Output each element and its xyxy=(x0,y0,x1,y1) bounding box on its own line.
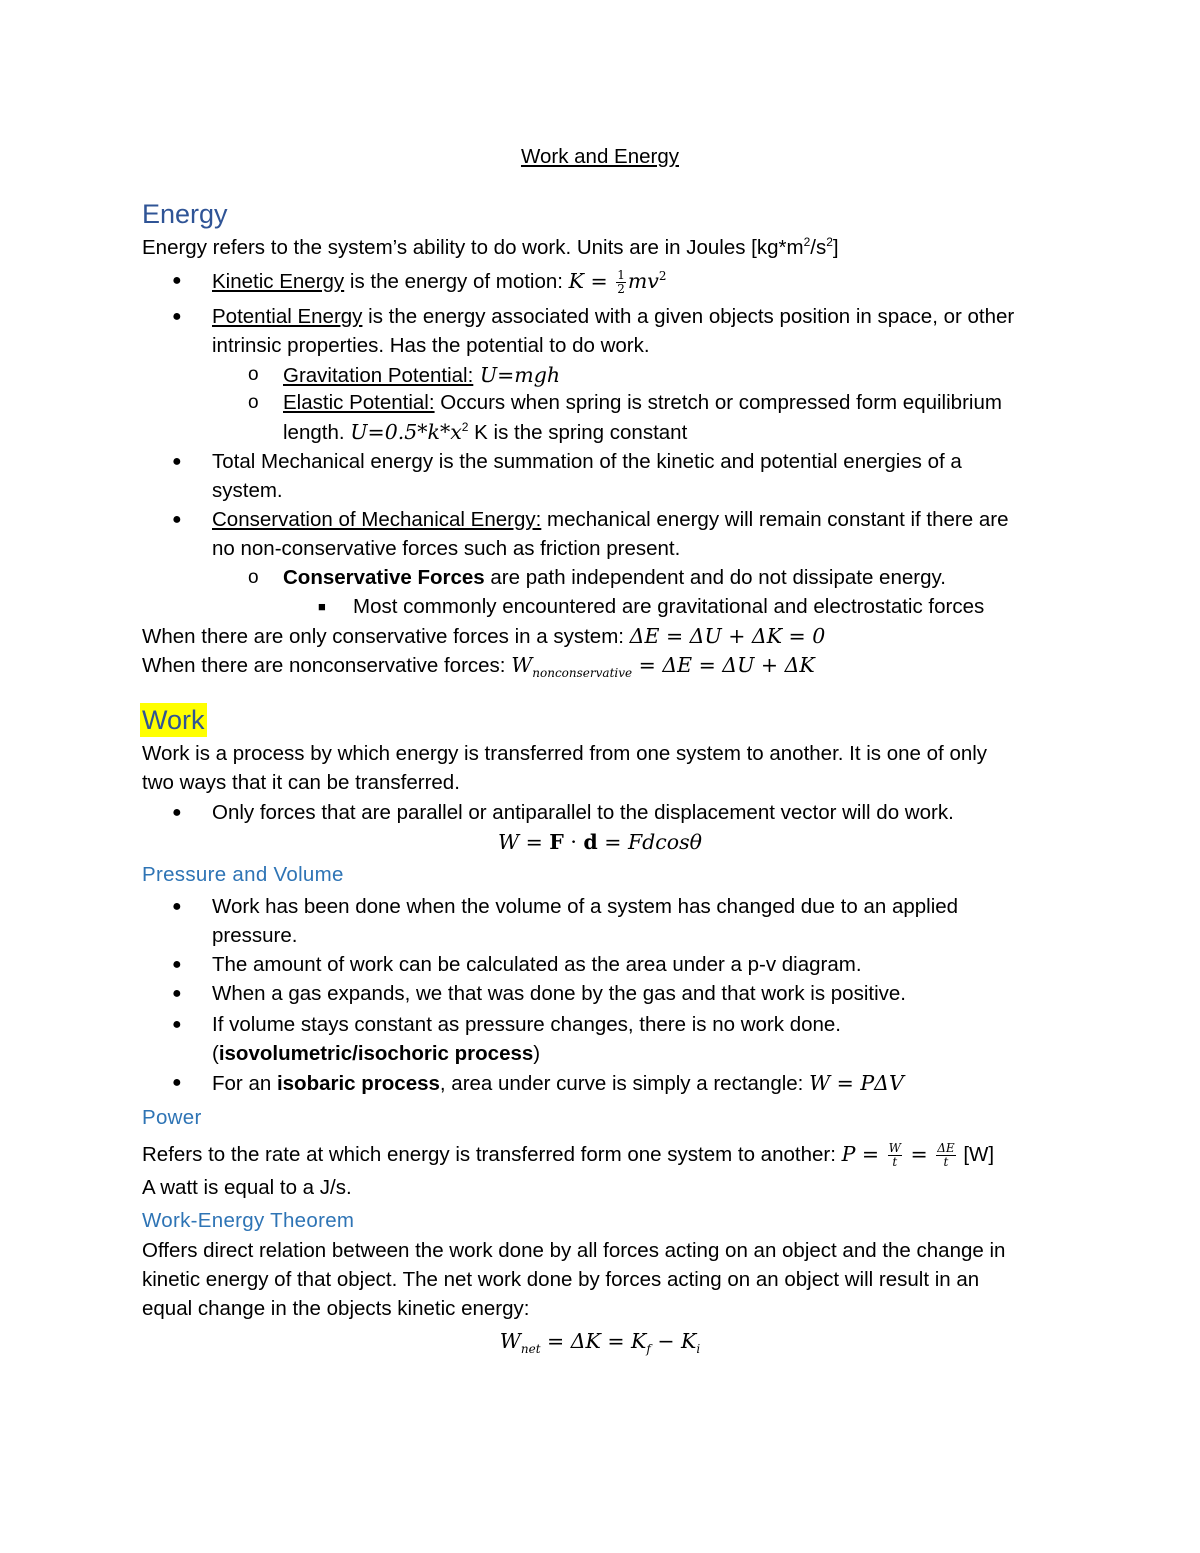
pv-item-2: The amount of work can be calculated as the area under a p-v diagram. xyxy=(212,953,862,976)
bullet-icon: ● xyxy=(172,985,182,1002)
wet-text-3: equal change in the objects kinetic energy: xyxy=(142,1297,530,1320)
pv-item-5: For an isobaric process, area under curve is simply a rectangle: W = PΔV xyxy=(212,1071,904,1095)
power-fraction-1: $\frac{W}{t}$ xyxy=(888,1141,901,1170)
energy-intro: Energy refers to the system’s ability to do work. Units are in Joules $[kg*m^2/s^2]$ xyxy=(142,235,839,259)
pv-item-4-cont: (isovolumetric/isochoric process) xyxy=(212,1042,541,1065)
pv-item-4: If volume stays constant as pressure changes, there is no work done. xyxy=(212,1013,841,1036)
bullet-icon: ● xyxy=(172,956,182,973)
bullet-icon: ● xyxy=(172,272,182,289)
common-forces-item: Most commonly encountered are gravitational and electrostatic forces xyxy=(353,595,985,618)
bullet-icon: ● xyxy=(172,898,182,915)
bullet-icon: ● xyxy=(172,453,182,470)
work-heading: Work xyxy=(142,705,205,735)
wet-text-1: Offers direct relation between the work done by all forces acting on an object and the change in xyxy=(142,1239,1006,1262)
total-mechanical-item: Total Mechanical energy is the summation of the kinetic and potential energies of a xyxy=(212,450,962,473)
elastic-potential-item-cont: length. $U=0.5*k*x^2$ K is the spring constant xyxy=(283,420,688,444)
work-intro: Work is a process by which energy is transferred from one system to another. It is one of only xyxy=(142,742,988,765)
only-conservative-line: When there are only conservative forces in a system: ΔE = ΔU + ΔK = 0 xyxy=(142,624,826,648)
total-mechanical-item-cont: system. xyxy=(212,479,283,502)
pressure-volume-heading: Pressure and Volume xyxy=(142,863,344,886)
potential-energy-item-cont: intrinsic properties. Has the potential to do work. xyxy=(212,334,650,357)
power-fraction-2: $\frac{\Delta E}{t}$ xyxy=(937,1141,955,1170)
pv-item-1-cont: pressure. xyxy=(212,924,298,947)
bullet-icon: ● xyxy=(172,804,182,821)
hollow-bullet-icon: o xyxy=(248,364,259,385)
bullet-icon: ● xyxy=(172,1016,182,1033)
pv-item-3: When a gas expands, we that was done by the gas and that work is positive. xyxy=(212,982,906,1005)
work-formula: W = F · d = Fdcosθ xyxy=(498,830,702,854)
wet-text-2: kinetic energy of that object. The net work done by forces acting on an object will result in an xyxy=(142,1268,980,1291)
nonconservative-line: When there are nonconservative forces: $W_{nonconservative} = \Delta E = \Delta U + \Delta K$ xyxy=(142,653,815,681)
work-intro-cont: two ways that it can be transferred. xyxy=(142,771,460,794)
watt-line: A watt is equal to a J/s. xyxy=(142,1176,352,1199)
conservation-item-cont: no non-conservative forces such as friction present. xyxy=(212,537,681,560)
gravitation-potential-item: Gravitation Potential: U=mgh xyxy=(283,363,561,387)
bullet-icon: ● xyxy=(172,1074,182,1091)
power-heading: Power xyxy=(142,1106,202,1129)
potential-energy-item: Potential Energy is the energy associated with a given objects position in space, or other xyxy=(212,305,1015,328)
page-title: Work and Energy xyxy=(520,145,679,168)
conservation-item: Conservation of Mechanical Energy: mechanical energy will remain constant if there are xyxy=(212,508,1009,531)
conservative-forces-item: Conservative Forces are path independent and do not dissipate energy. xyxy=(283,566,946,589)
elastic-potential-item: Elastic Potential: Occurs when spring is stretch or compressed form equilibrium xyxy=(283,391,1002,414)
square-bullet-icon: ■ xyxy=(318,599,326,614)
parallel-forces-item: Only forces that are parallel or antiparallel to the displacement vector will do work. xyxy=(212,801,954,824)
work-energy-formula: $W_{net} = \Delta K = K_f - K_i$ xyxy=(499,1329,701,1357)
bullet-icon: ● xyxy=(172,511,182,528)
power-text: Refers to the rate at which energy is transferred form one system to another: P = $\frac{W}{t}$ = $\frac{\Delta E}{t}$ [W] xyxy=(142,1141,995,1170)
kinetic-energy-item: Kinetic Energy is the energy of motion: K = $\frac{1}{2}$ $mv^2$ xyxy=(212,268,667,297)
hollow-bullet-icon: o xyxy=(248,392,259,413)
hollow-bullet-icon: o xyxy=(248,567,259,588)
pv-item-1: Work has been done when the volume of a system has changed due to an applied xyxy=(212,895,959,918)
work-energy-theorem-heading: Work-Energy Theorem xyxy=(142,1209,355,1232)
bullet-icon: ● xyxy=(172,308,182,325)
energy-heading: Energy xyxy=(142,199,228,229)
ke-fraction: $\frac{1}{2}$ xyxy=(617,268,625,297)
